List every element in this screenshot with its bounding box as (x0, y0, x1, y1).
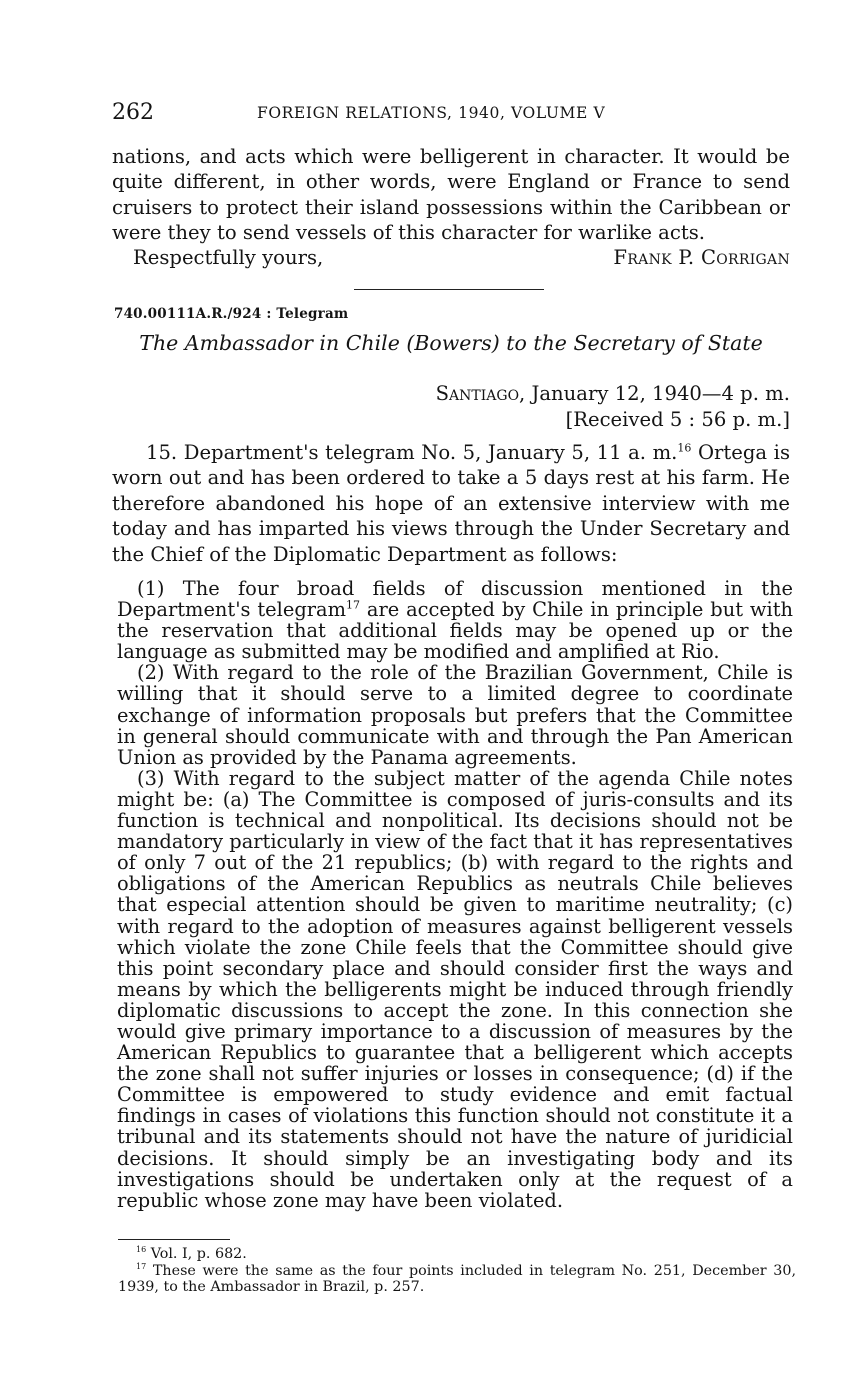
dateline-date: January 12, 1940—4 p. m. (531, 382, 790, 405)
file-reference: 740.00111A.R./924 : Telegram (114, 306, 349, 322)
salutation: Respectfully yours, (133, 246, 324, 269)
telegram-points (117, 578, 793, 1211)
footnote-ref-16: 16 (677, 441, 692, 455)
footnote-16-mark: 16 (136, 1245, 147, 1255)
point-1-start: (1) The four broad fields of discussion mentioned in the Department's telegram (117, 577, 793, 622)
dateline-sent (436, 381, 790, 407)
telegram-opening (112, 440, 790, 567)
telegram-opening-block (112, 440, 790, 567)
received-note: [Received 5 : 56 p. m.] (565, 408, 790, 431)
footnote-rule (118, 1239, 230, 1240)
point-1 (117, 578, 793, 662)
footnote-17 (118, 1263, 796, 1296)
dateline (436, 381, 790, 433)
section-divider (354, 289, 544, 290)
telegram-opening-rest: Ortega is worn out and has been ordered to take a 5 days rest at his farm. He therefore abandoned his hope of an extensive interview with me today and has imparted his views through the Under Secretary and the Chief of the Diplomatic Department as follows: (112, 441, 791, 566)
footnote-17-text: These were the same as the four points included in telegram No. 251, December 30, 1939, to the Ambassador in Brazil, p. 257. (118, 1262, 797, 1295)
footnote-16-text: Vol. I, p. 682. (150, 1246, 247, 1262)
running-title: FOREIGN RELATIONS, 1940, VOLUME V (257, 104, 606, 122)
footnote-17-mark: 17 (136, 1261, 147, 1271)
signature: Frank P. Corrigan (613, 246, 790, 269)
point-2: (2) With regard to the role of the Brazilian Government, Chile is willing that it should serve to a limited degree to coordinate exchange of information proposals but prefers that the Committee in general should communicate with and through the Pan American Union as provided by the Panama agreements. (117, 661, 793, 769)
point-1-rest: are accepted by Chile in principle but with the reservation that additional fields may be opened up or the language as submitted may be modified and amplified at Rio. (117, 598, 793, 664)
dateline-place: Santiago, (435, 382, 526, 405)
page-number: 262 (112, 100, 154, 125)
point-3: (3) With regard to the subject matter of the agenda Chile notes might be: (a) The Committee is composed of juris-consults and its function is technical and nonpolitical. Its decisions should not be mandatory particularly in view of the fact that it has representatives of only 7 out of the 21 republics; (b) with regard to the rights and obligations of the American Republics as neutrals Chile believes that especial attention should be given to maritime neutrality; (c) with regard to the adoption of measures against belligerent vessels which violate the zone Chile feels that the Committee should give this point secondary place and should consider first the ways and means by which the belligerents might be induced through friendly diplomatic discussions to accept the zone. In this connection she would give primary importance to a discussion of measures by the American Republics to guarantee that a belligerent which accepts the zone shall not suffer injuries or losses in consequence; (d) if the Committee is empowered to study evidence and emit factual findings in cases of violations this function should not constitute it a tribunal and its statements should not have the nature of juridicial decisions. It should simply be an investigating body and its investigations should be undertaken only at the request of a republic whose zone may have been violated. (117, 766, 793, 1212)
running-header (112, 100, 792, 126)
document-heading: The Ambassador in Chile (Bowers) to the Secretary of State (139, 331, 763, 355)
telegram-opening-start: 15. Department's telegram No. 5, January 5, 11 a. m. (146, 441, 678, 464)
intro-paragraph: nations, and acts which were belligerent in character. It would be quite different, in other words, were England or France to send cruisers to protect their island possessions within the Caribbean or were they to send vessels of this character for warlike acts. (112, 145, 790, 245)
intro-paragraph-block (112, 144, 790, 246)
footnotes (118, 1246, 796, 1296)
footnote-16 (118, 1246, 796, 1263)
footnote-ref-17: 17 (345, 598, 360, 612)
letter-closing (133, 246, 790, 272)
